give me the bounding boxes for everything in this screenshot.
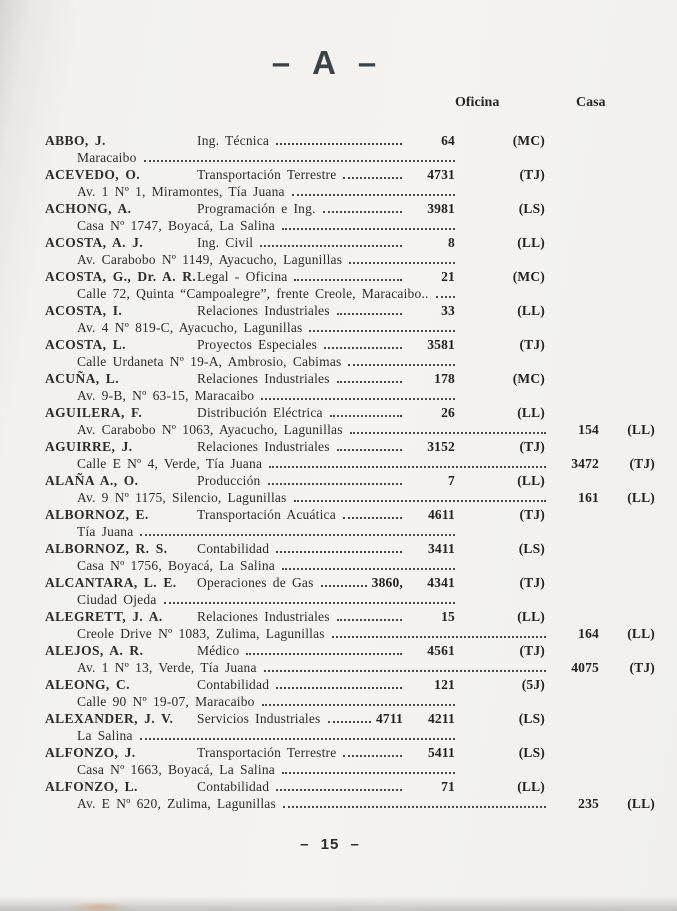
directory-entry [45,676,655,710]
person-name: ALEONG, C. [45,677,130,692]
home-location-code: (LL) [627,422,655,437]
entry-main-line [45,642,655,659]
dot-leader [328,721,371,723]
entry-main-line [45,200,655,217]
entry-address-line [45,557,655,574]
department-name: Relaciones Industriales [197,303,330,318]
dot-leader [294,500,546,502]
office-extension: 15 [441,609,455,624]
dot-leader [282,568,455,570]
dot-leader [164,602,455,604]
home-location-code: (TJ) [629,456,655,471]
department-name: Transportación Terrestre [197,745,337,760]
entry-main-line [45,744,655,761]
directory-entry [45,200,655,234]
person-name: AGUILERA, F. [45,405,143,420]
dot-leader [337,381,402,383]
office-extension: 21 [441,269,455,284]
dot-leader [276,551,402,553]
home-address: Av. Carabobo Nº 1149, Ayacucho, Lagunillas [77,252,343,267]
home-address: Calle 72, Quinta “Campoalegre”, frente Creole, Maracaibo.. [77,286,429,301]
person-name: ALEXANDER, J. V. [45,711,174,726]
entry-main-line [45,506,655,523]
person-name: ACOSTA, L. [45,337,126,352]
dot-leader [144,160,455,162]
office-extension: 178 [434,371,455,386]
dot-leader [343,177,402,179]
entry-main-line [45,778,655,795]
dot-leader [268,483,403,485]
office-extension: 4211 [427,711,455,726]
directory-entry [45,404,655,438]
person-name: ACHONG, A. [45,201,132,216]
entry-address-line [45,591,655,608]
directory-entry [45,778,655,812]
entry-address-line [45,285,655,302]
directory-entry [45,472,655,506]
directory-entry [45,166,655,200]
department-name: Producción [197,473,261,488]
entry-main-line [45,438,655,455]
home-address: Av. 1 Nº 1, Miramontes, Tía Juana [77,184,285,199]
home-address: Av. 4 Nº 819-C, Ayacucho, Lagunillas [77,320,303,335]
home-location-code: (LL) [627,626,655,641]
entry-address-line [45,421,655,438]
office-location-code: (LL) [517,235,545,250]
entry-address-line [45,761,655,778]
department-name: Relaciones Industriales [197,371,330,386]
home-extension: 4075 [571,660,599,675]
entry-main-line [45,302,655,319]
home-extension: 235 [578,796,599,811]
office-location-code: (TJ) [519,643,545,658]
entry-address-line [45,693,655,710]
dot-leader [276,143,402,145]
department-name: Ing. Civil [197,235,254,250]
entry-main-line [45,574,655,591]
entry-address-line [45,353,655,370]
dot-leader [294,279,402,281]
entry-main-line [45,472,655,489]
entry-address-line [45,217,655,234]
directory-entry [45,234,655,268]
entry-main-line [45,234,655,251]
home-location-code: (TJ) [629,660,655,675]
column-headers [45,95,655,113]
dot-leader [282,228,455,230]
directory-entries [45,132,655,812]
person-name: ALFONZO, L. [45,779,138,794]
entry-address-line [45,523,655,540]
home-address: Casa Nº 1663, Boyacá, La Salina [77,762,275,777]
dot-leader [140,738,455,740]
department-name: Servicios Industriales [197,711,321,726]
section-letter-heading: – A – [271,44,379,81]
home-extension: 3472 [571,456,599,471]
directory-entry [45,336,655,370]
entry-address-line [45,795,655,812]
office-extension: 3411 [427,541,455,556]
department-name: Relaciones Industriales [197,439,330,454]
department-name: Operaciones de Gas [197,575,314,590]
directory-entry [45,710,655,744]
entry-main-line [45,268,655,285]
dot-leader [323,211,402,213]
person-name: ACUÑA, L. [45,371,119,386]
entry-address-line [45,659,655,676]
directory-entry [45,540,655,574]
office-extension: 64 [441,133,455,148]
office-extension: 5411 [427,745,455,760]
dot-leader [262,704,455,706]
department-name: Distribución Eléctrica [197,405,323,420]
dot-leader [292,194,455,196]
directory-entry [45,268,655,302]
office-extension-extra: 4711 [375,711,403,726]
office-location-code: (MC) [512,133,545,148]
office-extension: 3581 [427,337,455,352]
person-name: ABBO, J. [45,133,106,148]
home-address: Av. Carabobo Nº 1063, Ayacucho, Lagunillas [77,422,343,437]
entry-address-line [45,183,655,200]
person-name: ALBORNOZ, E. [45,507,149,522]
home-address: Creole Drive Nº 1083, Zulima, Lagunillas [77,626,325,641]
person-name: ACEVEDO, O. [45,167,141,182]
home-address: Av. 1 Nº 13, Verde, Tía Juana [77,660,257,675]
dot-leader [321,585,367,587]
office-location-code: (MC) [512,269,545,284]
office-location-code: (LL) [517,473,545,488]
person-name: ALFONZO, J. [45,745,136,760]
dot-leader [269,466,546,468]
department-name: Transportación Terrestre [197,167,337,182]
entry-main-line [45,336,655,353]
dot-leader [264,670,546,672]
office-location-code: (MC) [512,371,545,386]
column-header-office: Oficina [455,95,500,110]
department-name: Ing. Técnica [197,133,270,148]
home-address: Casa Nº 1756, Boyacá, La Salina [77,558,275,573]
home-address: Calle E Nº 4, Verde, Tía Juana [77,456,263,471]
home-address: Ciudad Ojeda [77,592,157,607]
department-name: Contabilidad [197,779,270,794]
home-extension: 154 [578,422,599,437]
entry-address-line [45,489,655,506]
office-location-code: (LL) [517,609,545,624]
dot-leader [276,789,402,791]
directory-entry [45,506,655,540]
entry-address-line [45,149,655,166]
person-name: ALEGRETT, J. A. [45,609,163,624]
department-name: Programación e Ing. [197,201,316,216]
office-location-code: (TJ) [519,439,545,454]
dot-leader [332,636,546,638]
person-name: ALEJOS, A. R. [45,643,144,658]
office-extension: 3981 [427,201,455,216]
dot-leader [246,653,402,655]
office-extension: 8 [448,235,455,250]
entry-main-line [45,608,655,625]
entry-main-line [45,132,655,149]
home-address: Av. 9 Nº 1175, Silencio, Lagunillas [77,490,287,505]
office-location-code: (TJ) [519,507,545,522]
office-extension: 3152 [427,439,455,454]
entry-main-line [45,676,655,693]
person-name: ALCANTARA, L. E. [45,575,177,590]
entry-address-line [45,251,655,268]
dot-leader [330,415,402,417]
dot-leader [260,245,402,247]
office-extension: 33 [441,303,455,318]
department-name: Proyectos Especiales [197,337,318,352]
home-address: La Salina [77,728,133,743]
dot-leader [337,449,402,451]
entry-address-line [45,387,655,404]
person-name: AGUIRRE, J. [45,439,133,454]
office-location-code: (TJ) [519,575,545,590]
home-location-code: (LL) [627,490,655,505]
entry-main-line [45,370,655,387]
office-location-code: (TJ) [519,337,545,352]
person-name: ALBORNOZ, R. S. [45,541,168,556]
home-address: Calle Urdaneta Nº 19-A, Ambrosio, Cabimas [77,354,342,369]
department-name: Contabilidad [197,677,270,692]
office-extension: 7 [448,473,455,488]
directory-entry [45,744,655,778]
dot-leader [283,806,546,808]
directory-entry [45,438,655,472]
directory-entry [45,574,655,608]
home-address: Maracaibo [77,150,137,165]
dot-leader [436,296,455,298]
dot-leader [350,432,546,434]
dot-leader [349,262,455,264]
home-address: Av. 9-B, Nº 63-15, Maracaibo [77,388,255,403]
directory-entry [45,302,655,336]
column-header-home: Casa [576,95,606,110]
entry-main-line [45,540,655,557]
entry-address-line [45,625,655,642]
office-extension: 4341 [427,575,455,590]
office-location-code: (LS) [518,201,545,216]
office-location-code: (LL) [517,303,545,318]
office-extension: 26 [441,405,455,420]
office-location-code: (LS) [518,541,545,556]
entry-address-line [45,319,655,336]
directory-entry [45,608,655,642]
department-name: Relaciones Industriales [197,609,330,624]
directory-entry [45,132,655,166]
dot-leader [337,313,402,315]
entry-address-line [45,455,655,472]
entry-main-line [45,710,655,727]
home-location-code: (LL) [627,796,655,811]
page-number: – 15 – [300,836,360,853]
dot-leader [337,619,402,621]
dot-leader [309,330,455,332]
home-address: Av. E Nº 620, Zulima, Lagunillas [77,796,276,811]
dot-leader [276,687,402,689]
person-name: ACOSTA, G., Dr. A. R. [45,269,197,284]
office-extension: 71 [441,779,455,794]
person-name: ACOSTA, I. [45,303,123,318]
dot-leader [343,517,402,519]
office-location-code: (LS) [518,745,545,760]
home-address: Casa Nº 1747, Boyacá, La Salina [77,218,275,233]
entry-main-line [45,166,655,183]
department-name: Contabilidad [197,541,270,556]
department-name: Transportación Acuática [197,507,336,522]
department-name: Legal - Oficina [197,269,288,284]
office-location-code: (LS) [518,711,545,726]
office-extension: 121 [434,677,455,692]
dot-leader [140,534,455,536]
home-extension: 164 [578,626,599,641]
person-name: ACOSTA, A. J. [45,235,144,250]
dot-leader [282,772,455,774]
directory-entry [45,642,655,676]
office-location-code: (LL) [517,779,545,794]
dot-leader [348,364,455,366]
office-location-code: (5J) [521,677,545,692]
entry-address-line [45,727,655,744]
dot-leader [261,398,455,400]
home-address: Calle 90 Nº 19-07, Maracaibo [77,694,255,709]
dot-leader [324,347,402,349]
directory-entry [45,370,655,404]
home-address: Tía Juana [77,524,134,539]
office-extension-extra: 3860, [371,575,403,590]
office-extension: 4561 [427,643,455,658]
dot-leader [343,755,402,757]
office-extension: 4731 [427,167,455,182]
home-extension: 161 [578,490,599,505]
entry-main-line [45,404,655,421]
office-extension: 4611 [427,507,455,522]
office-location-code: (TJ) [519,167,545,182]
person-name: ALAÑA A., O. [45,473,139,488]
department-name: Médico [197,643,240,658]
office-location-code: (LL) [517,405,545,420]
